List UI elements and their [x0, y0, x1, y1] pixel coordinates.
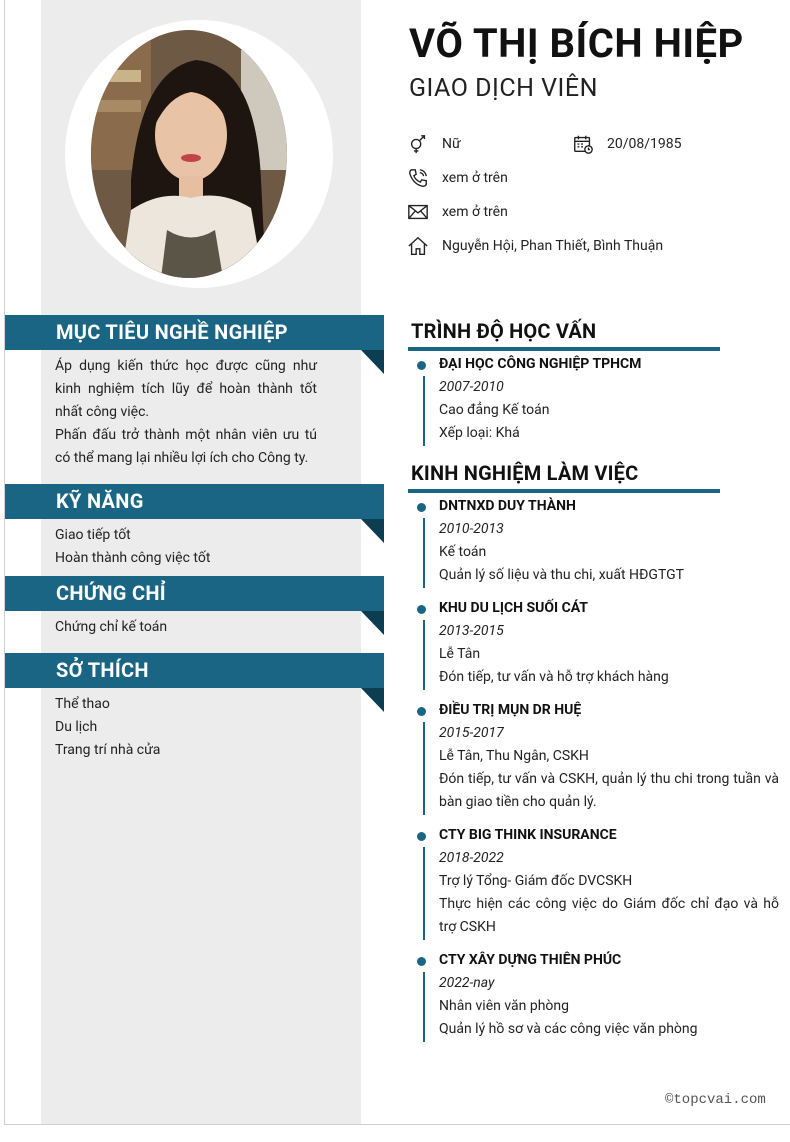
entry-role: Lễ Tân, Thu Ngân, CSKH: [439, 748, 589, 764]
hobby-item: Thể thao: [55, 696, 110, 712]
hobbies-heading: SỞ THÍCH: [5, 653, 384, 688]
certificate-item: Chứng chỉ kế toán: [55, 619, 168, 635]
entry-org: ĐẠI HỌC CÔNG NGHIỆP TPHCM: [439, 356, 642, 372]
entry-role: Kế toán: [439, 544, 487, 560]
experience-divider: [408, 489, 720, 493]
band-fold: [361, 519, 384, 543]
entry-org: ĐIỀU TRỊ MỤN DR HUỆ: [439, 702, 582, 718]
entry-desc: Xếp loại: Khá: [439, 425, 520, 441]
entry-desc: Đón tiếp, tư vấn và hỗ trợ khách hàng: [439, 669, 669, 685]
objective-heading: MỤC TIÊU NGHỀ NGHIỆP: [5, 315, 384, 350]
objective-paragraph: Áp dụng kiến thức học được cũng như kinh nghiệm tích lũy để hoàn thành tốt nhất công việc.: [55, 358, 317, 420]
experience-entry: [439, 949, 779, 1041]
skill-item: Hoàn thành công việc tốt: [55, 550, 211, 566]
address-row: [407, 235, 663, 257]
dob-value: 20/08/1985: [607, 136, 682, 152]
objective-text: [55, 355, 317, 470]
timeline-line: [423, 518, 425, 588]
email-row: [407, 201, 508, 223]
phone-value: xem ở trên: [442, 170, 508, 186]
timeline-dot: [417, 361, 426, 370]
skills-list: [55, 524, 317, 570]
experience-entry: [439, 824, 779, 939]
gender-icon: [407, 133, 429, 155]
timeline-dot: [417, 832, 426, 841]
timeline-dot: [417, 503, 426, 512]
experience-entry: [439, 699, 779, 814]
address-value: Nguyễn Hội, Phan Thiết, Bình Thuận: [442, 238, 664, 254]
candidate-name: VÕ THỊ BÍCH HIỆP: [409, 20, 744, 67]
entry-period: 2007-2010: [439, 379, 504, 395]
entry-org: KHU DU LỊCH SUỐI CÁT: [439, 600, 588, 616]
entry-period: 2013-2015: [439, 623, 504, 639]
skill-item: Giao tiếp tốt: [55, 527, 131, 543]
band-fold: [361, 611, 384, 635]
entry-desc: Quản lý hồ sơ và các công việc văn phòng: [439, 1021, 698, 1037]
education-entry: [439, 353, 779, 445]
entry-role: Nhân viên văn phòng: [439, 998, 569, 1014]
band-fold: [361, 350, 384, 374]
entry-desc: Đón tiếp, tư vấn và CSKH, quản lý thu chi trong tuần và bàn giao tiền cho quản lý.: [439, 771, 779, 810]
watermark: ©topcvai.com: [665, 1092, 766, 1108]
timeline-line: [423, 376, 425, 446]
experience-heading: KINH NGHIỆM LÀM VIỆC: [411, 461, 639, 485]
timeline-dot: [417, 605, 426, 614]
phone-row: [407, 167, 508, 189]
entry-org: DNTNXD DUY THÀNH: [439, 498, 576, 514]
certificates-heading: CHỨNG CHỈ: [5, 576, 384, 611]
calendar-icon: [572, 133, 594, 155]
cv-page: [4, 0, 790, 1125]
timeline-line: [423, 972, 425, 1042]
job-title: GIAO DỊCH VIÊN: [409, 74, 598, 103]
hobby-item: Trang trí nhà cửa: [55, 742, 161, 758]
portrait-image: [91, 30, 287, 278]
timeline-dot: [417, 707, 426, 716]
entry-role: Cao đẳng Kế toán: [439, 402, 550, 418]
education-heading: TRÌNH ĐỘ HỌC VẤN: [411, 319, 597, 343]
gender-value: Nữ: [442, 136, 461, 152]
entry-period: 2018-2022: [439, 850, 504, 866]
entry-desc: Quản lý số liệu và thu chi, xuất HĐGTGT: [439, 567, 684, 583]
entry-period: 2010-2013: [439, 521, 504, 537]
entry-org: CTY XÂY DỰNG THIÊN PHÚC: [439, 952, 622, 968]
experience-entry: [439, 495, 779, 587]
experience-entry: [439, 597, 779, 689]
education-divider: [408, 347, 720, 351]
mail-icon: [407, 201, 429, 223]
entry-period: 2015-2017: [439, 725, 504, 741]
gender-row: [407, 133, 461, 155]
timeline-line: [423, 847, 425, 940]
home-icon: [407, 235, 429, 257]
avatar: [91, 30, 287, 278]
email-value: xem ở trên: [442, 204, 508, 220]
skills-heading: KỸ NĂNG: [5, 484, 384, 519]
timeline-dot: [417, 957, 426, 966]
entry-desc: Thực hiện các công việc do Giám đốc chỉ đạo và hỗ trợ CSKH: [439, 896, 779, 935]
certificates-list: [55, 616, 317, 639]
phone-icon: [407, 167, 429, 189]
dob-row: [572, 133, 682, 155]
band-fold: [361, 688, 384, 712]
hobby-item: Du lịch: [55, 719, 98, 735]
entry-role: Trợ lý Tổng- Giám đốc DVCSKH: [439, 873, 633, 889]
timeline-line: [423, 620, 425, 690]
entry-role: Lễ Tân: [439, 646, 481, 662]
hobbies-list: [55, 693, 317, 762]
timeline-line: [423, 722, 425, 815]
entry-period: 2022-nay: [439, 975, 495, 991]
objective-paragraph: Phấn đấu trở thành một nhân viên ưu tú có thể mang lại nhiều lợi ích cho Công ty.: [55, 427, 317, 466]
entry-org: CTY BIG THINK INSURANCE: [439, 827, 617, 843]
